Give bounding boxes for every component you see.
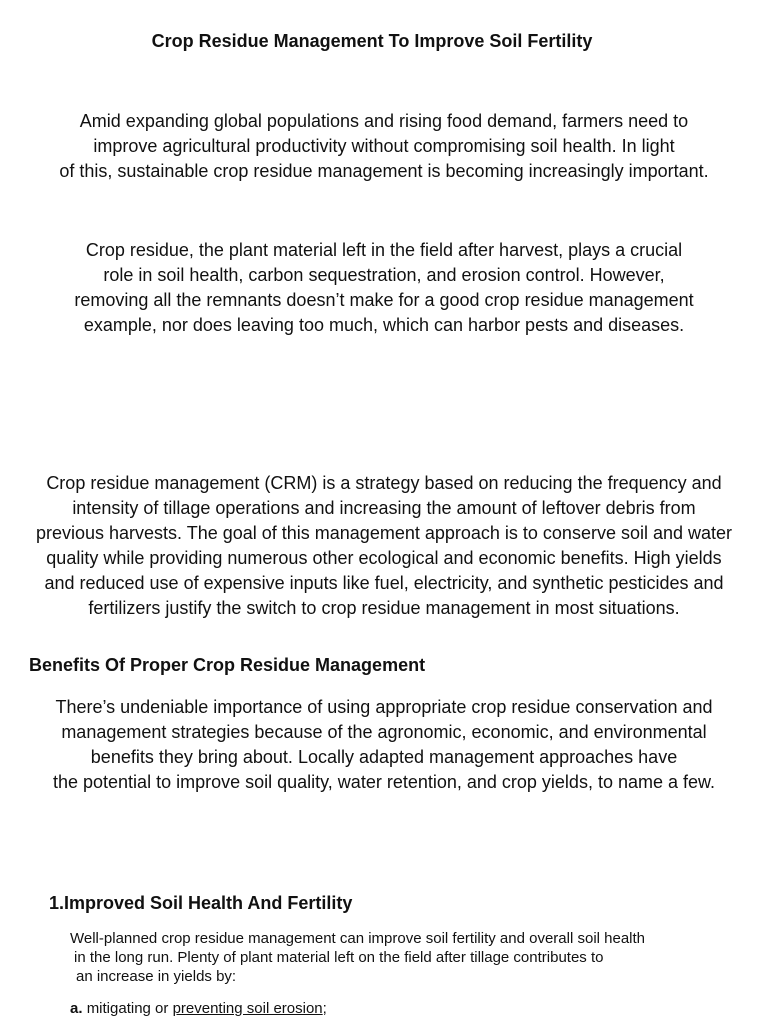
text-line: of this, sustainable crop residue management is becoming increasingly important.: [59, 161, 709, 181]
text-line: Well-planned crop residue management can improve soil fertility and overall soil health: [70, 930, 646, 947]
text-line: the potential to improve soil quality, water retention, and crop yields, to name a few.: [52, 772, 716, 792]
text-line: There’s undeniable importance of using appropriate crop residue conservation and: [55, 697, 713, 717]
text-line: Crop residue management (CRM) is a strategy based on reducing the frequency and: [46, 473, 722, 493]
text-line: example, nor does leaving too much, which can harbor pests and diseases.: [83, 315, 685, 335]
text-line: quality while providing numerous other ecological and economic benefits. High yields: [46, 548, 722, 568]
text-line: Crop residue, the plant material left in the field after harvest, plays a crucial: [85, 240, 683, 260]
text-line: intensity of tillage operations and increasing the amount of leftover debris from: [72, 498, 696, 518]
intro-paragraph: [0, 109, 768, 184]
text-line: improve agricultural productivity without compromising soil health. In light: [93, 136, 675, 156]
crm-paragraph: [0, 471, 768, 621]
residue-paragraph: [0, 238, 768, 338]
text-line: in the long run. Plenty of plant material left on the field after tillage contributes to: [74, 949, 604, 966]
page-title: Crop Residue Management To Improve Soil Fertility: [151, 31, 593, 51]
text-line: previous harvests. The goal of this management approach is to conserve soil and water: [35, 523, 733, 543]
list-text: mitigating or: [86, 1000, 169, 1017]
text-line: an increase in yields by:: [76, 968, 237, 985]
text-line: role in soil health, carbon sequestration, and erosion control. However,: [103, 265, 665, 285]
list-marker: a.: [70, 1000, 83, 1017]
text-line: Amid expanding global populations and rising food demand, farmers need to: [79, 111, 689, 131]
text-line: fertilizers justify the switch to crop residue management in most situations.: [88, 598, 680, 618]
text-line: management strategies because of the agronomic, economic, and environmental: [61, 722, 707, 742]
text-line: and reduced use of expensive inputs like fuel, electricity, and synthetic pesticides and: [44, 573, 724, 593]
list-punct: ;: [322, 1000, 327, 1017]
text-line: benefits they bring about. Locally adapted management approaches have: [90, 747, 678, 767]
text-line: removing all the remnants doesn’t make for a good crop residue management: [74, 290, 694, 310]
benefits-paragraph: [0, 695, 768, 795]
list-item: [70, 1000, 327, 1017]
soil-erosion-link[interactable]: preventing soil erosion: [172, 1000, 323, 1017]
soil-health-paragraph: [70, 929, 645, 986]
benefits-heading: Benefits Of Proper Crop Residue Management: [29, 655, 426, 675]
soil-health-heading: 1.Improved Soil Health And Fertility: [49, 893, 353, 913]
